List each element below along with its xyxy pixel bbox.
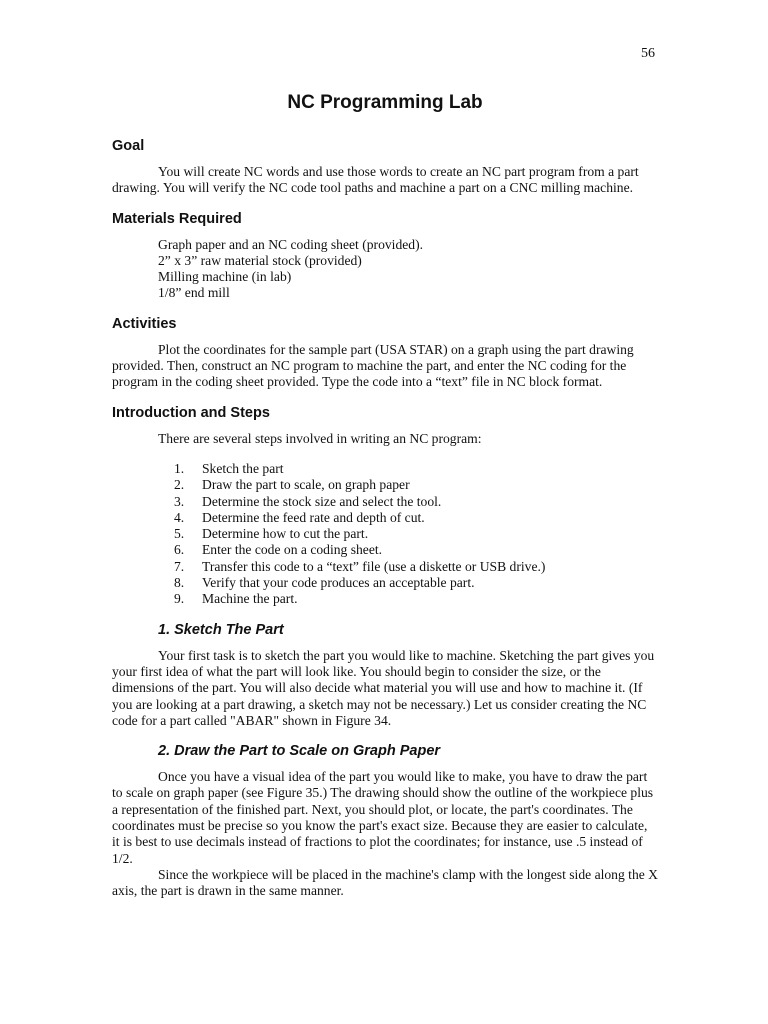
sketch-paragraph: Your first task is to sketch the part you would like to machine. Sketching the part gives you your first idea of what the part will look like. You should begin to consider the size, or the dimensions of the part. You will also decide what material you will use and how to machine it. (If you are looking at a part drawing, a sketch may not be necessary.) Let us consider creating the NC code for a part called "ABAR" shown in Figure 34. <box>112 647 655 728</box>
activities-paragraph: Plot the coordinates for the sample part (USA STAR) on a graph using the part drawing provided. Then, construct an NC program to machine the part, and enter the NC coding for the program in the coding sheet provided. Type the code into a “text” file in NC block format. <box>112 341 634 390</box>
step-number: 6. <box>174 542 185 558</box>
step-text: Sketch the part <box>202 460 284 476</box>
draw-paragraph-2: Since the workpiece will be placed in the machine's clamp with the longest side along the X axis, the part is drawn in the same manner. <box>112 866 658 899</box>
sketch-heading: 1. Sketch The Part <box>158 621 284 638</box>
goal-heading: Goal <box>112 138 145 154</box>
materials-item: Graph paper and an NC coding sheet (provided). <box>158 236 423 252</box>
page-number: 56 <box>641 46 655 61</box>
list-item <box>174 575 658 591</box>
step-text: Determine the stock size and select the tool. <box>202 493 442 509</box>
list-item <box>174 591 658 607</box>
intro-paragraph: There are several steps involved in writing an NC program: <box>158 430 482 446</box>
list-item <box>174 510 658 526</box>
step-number: 8. <box>174 575 185 591</box>
document-body <box>112 92 658 914</box>
materials-heading: Materials Required <box>112 210 242 227</box>
materials-item: 1/8” end mill <box>158 285 230 301</box>
step-number: 4. <box>174 509 185 525</box>
intro-heading: Introduction and Steps <box>112 404 270 421</box>
list-item <box>174 559 658 575</box>
list-item <box>174 461 658 477</box>
list-item <box>174 494 658 510</box>
materials-item: Milling machine (in lab) <box>158 269 292 285</box>
page-title: NC Programming Lab <box>287 92 483 113</box>
step-number: 7. <box>174 558 185 574</box>
activities-heading: Activities <box>112 315 177 332</box>
draw-heading: 2. Draw the Part to Scale on Graph Paper <box>158 743 441 760</box>
goal-paragraph: You will create NC words and use those words to create an NC part program from a part drawing. You will verify the NC code tool paths and machine a part on a CNC milling machine. <box>112 164 639 196</box>
materials-item: 2” x 3” raw material stock (provided) <box>158 252 362 268</box>
step-text: Determine how to cut the part. <box>202 526 369 542</box>
step-number: 9. <box>174 591 185 607</box>
list-item <box>174 542 658 558</box>
step-number: 2. <box>174 477 185 493</box>
steps-list <box>112 461 658 608</box>
list-item <box>174 477 658 493</box>
materials-list <box>158 237 658 302</box>
step-text: Determine the feed rate and depth of cut. <box>202 509 425 525</box>
step-number: 5. <box>174 526 185 542</box>
step-text: Verify that your code produces an acceptable part. <box>202 575 475 591</box>
step-text: Transfer this code to a “text” file (use a diskette or USB drive.) <box>202 558 546 574</box>
step-number: 1. <box>174 460 185 476</box>
draw-paragraph-1: Once you have a visual idea of the part you would like to make, you have to draw the part to scale on graph paper (see Figure 35.) The drawing should show the outline of the workpiece plus a representation of the finished part. Next, you should plot, or locate, the part's coordinates. The coordinates must be precise so you know the part's exact size. Because they are easier to calculate, it is best to use decimals instead of fractions to plot the coordinates; for instance, use .5 instead of 1/2. <box>112 769 654 866</box>
step-number: 3. <box>174 493 185 509</box>
step-text: Draw the part to scale, on graph paper <box>202 477 410 493</box>
list-item <box>174 526 658 542</box>
step-text: Enter the code on a coding sheet. <box>202 542 383 558</box>
step-text: Machine the part. <box>202 591 298 607</box>
